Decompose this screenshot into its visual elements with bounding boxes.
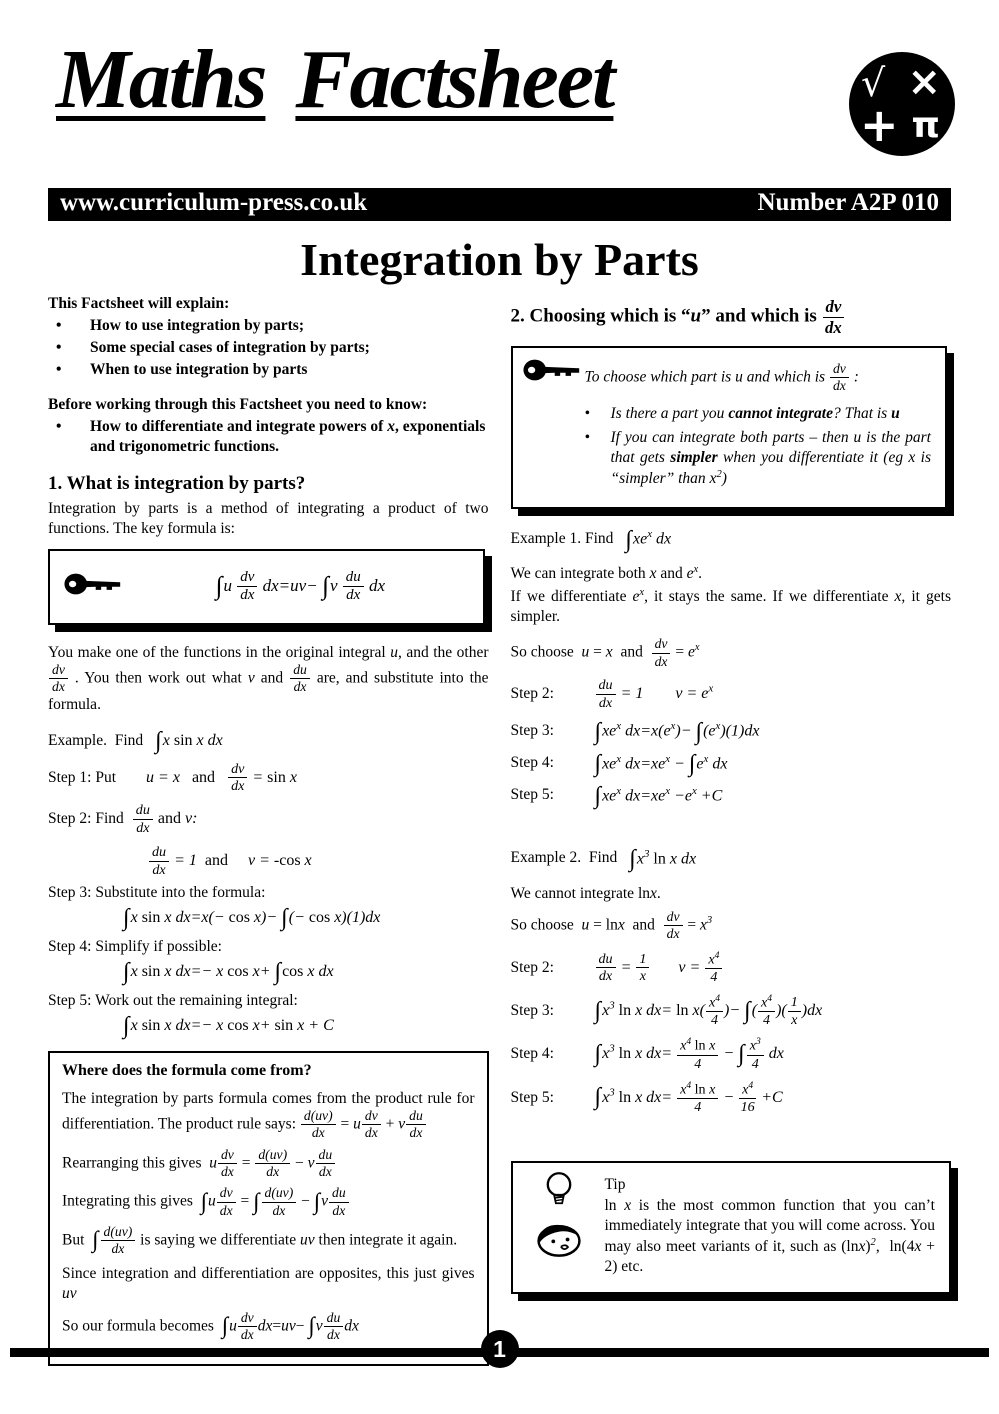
step-row (511, 951, 952, 985)
step-row (511, 678, 952, 711)
know-bullet-1: How to differentiate and integrate powers of x, exponentials and trigonometric functions. (90, 417, 486, 455)
ex1-step-2-label: Step 2: (510, 685, 554, 703)
bullet-icon: • (56, 339, 62, 357)
example-2-note: We cannot integrate lnx. (510, 884, 661, 902)
example-2-integral: $\int x^3$ ln x dx (629, 846, 697, 873)
page-title: Integration by Parts (300, 234, 699, 285)
example-title (48, 727, 489, 754)
bullet-icon: • (56, 361, 62, 379)
step-4-label: Step 4: Simplify if possible: (48, 938, 222, 956)
factsheet-number: Number A2P 010 (757, 189, 939, 216)
section-1-intro: Integration by parts is a method of integrating a product of two functions. The key formula is: (48, 499, 489, 537)
ex2-step-5-label: Step 5: (510, 1088, 554, 1106)
ex2-step-4-label: Step 4: (510, 1045, 554, 1063)
step-row (511, 784, 952, 807)
ex1-step-5-label: Step 5: (510, 786, 554, 804)
bullet-icon: • (584, 428, 590, 446)
choosing-u-intro: To choose which part is u and which is $\frac{dv}{dx}$ : (584, 361, 859, 394)
choosing-u-key-box (511, 346, 948, 509)
step-1-label: Step 1: Put (48, 768, 117, 786)
origin-paragraph-4: But ∫ $\frac{d(uv)}{dx}$ is saying we differentiate uv then integrate it again. (62, 1223, 458, 1257)
know-heading: Before working through this Factsheet you need to know: (48, 395, 428, 413)
step-3-label: Step 3: Substitute into the formula: (48, 884, 266, 902)
right-column (511, 294, 952, 1294)
masthead-word-factsheet: Factsheet (295, 33, 614, 126)
website-url: www.curriculum-press.co.uk (60, 189, 368, 216)
origin-paragraph-5: Since integration and differentiation are opposites, this just gives uv (62, 1264, 475, 1302)
example-2-label: Example 2. Find (510, 849, 618, 867)
sqrt-symbol: √ (861, 61, 886, 105)
times-symbol: × (907, 59, 941, 105)
ex2-step-5-formula: $\int x^3$ ln x dx= $\frac{x^4 \ln x}{4}$ − $\frac{x^4}{16}$ +C (594, 1079, 783, 1115)
tip-icons (525, 1171, 593, 1264)
face-icon (536, 1245, 582, 1262)
tip-box (511, 1161, 952, 1294)
list-item (56, 417, 489, 457)
example-label: Example. Find (48, 732, 144, 750)
formula-origin-box (48, 1051, 489, 1365)
example-1-choose: So choose u = x and $\frac{dv}{dx}$ = $e^x$ (510, 636, 700, 669)
example-2-choose: So choose u = lnx and $\frac{dv}{dx}$ = $x^3$ (510, 909, 713, 942)
list-item (56, 316, 489, 336)
list-item (56, 338, 489, 358)
explain-bullet-3: When to use integration by parts (90, 361, 308, 379)
ex2-step-2-formula: $\frac{du}{dx}$ = $\frac{1}{x}$ v = $\frac{x^4}{4}$ (595, 951, 724, 985)
example-1-label: Example 1. Find (510, 529, 614, 547)
tip-body: ln x is the most common function that you can’t immediately integrate that you will come across. You may also meet variants of it, such as $(\ln x)^2$, ln(4x + 2) etc. (604, 1196, 935, 1276)
step-1-row (48, 762, 489, 795)
key-icon (60, 572, 128, 602)
ex2-step-4-formula: $\int x^3$ ln x dx= $\frac{x^4 \ln x}{4}$ − ∫ $\frac{x^3}{4}$ dx (594, 1036, 784, 1072)
list-item (56, 360, 489, 380)
page-number-badge: 1 (481, 1330, 519, 1368)
step-row (511, 1081, 952, 1115)
example-1-note-1: We can integrate both x and $e^x$. (510, 563, 703, 582)
step-2-result: $\frac{du}{dx}$ = 1 and v = -cos x (148, 845, 489, 878)
bullet-icon: • (56, 317, 62, 335)
list-item (585, 428, 932, 490)
example-1-integral: $\int xe^x$ dx (625, 526, 672, 553)
origin-paragraph-1: The integration by parts formula comes from the product rule for differentiation. The product rule says: $\frac{d(uv)}{dx}$ = u $\frac{dv}{dx}$ + v $\frac{du}{dx}$ (62, 1089, 475, 1141)
plus-symbol: + (860, 98, 899, 152)
step-1-formula: u = x and $\frac{dv}{dx}$ = sin x (146, 760, 297, 795)
step-4-formula: ∫x sin x dx=− x cos x+ ∫cos x dx (123, 959, 334, 986)
masthead-title (56, 33, 614, 126)
section-1-heading: 1. What is integration by parts? (48, 472, 306, 494)
bullet-icon: • (584, 404, 590, 422)
masthead-word-maths: Maths (56, 33, 266, 126)
after-formula-paragraph: You make one of the functions in the original integral u, and the other $\frac{dv}{dx}$ . You then work out what v and $\frac{du}{dx}$ are, and substitute into the formula. (48, 643, 489, 713)
example-2-title (510, 846, 952, 873)
ex2-step-3-formula: $\int x^3$ ln x dx= ln x( $\frac{x^4}{4}$ )− ∫( $\frac{x^4}{4}$ )( $\frac{1}{x}$ )dx (594, 993, 823, 1029)
choosing-u-bullet-1: Is there a part you cannot integrate? That is u (610, 404, 900, 422)
bullet-icon: • (56, 417, 62, 435)
origin-paragraph-2: Rearranging this gives u $\frac{dv}{dx}$ = $\frac{d(uv)}{dx}$ − v $\frac{du}{dx}$ (62, 1148, 475, 1180)
maths-symbols-logo-icon (849, 52, 955, 156)
ex1-step-4-label: Step 4: (510, 754, 554, 772)
example-1-title (510, 526, 952, 553)
ex1-step-2-formula: $\frac{du}{dx}$ = 1 $v = e^x$ (595, 678, 714, 711)
masthead (0, 0, 999, 176)
step-2-label: Step 2: Find (48, 810, 124, 828)
list-item (585, 404, 932, 424)
ex2-step-2-label: Step 2: (510, 958, 554, 976)
ex1-step-5-formula: $\int xe^x$ $dx=xe^x -e^x +C$ (594, 782, 723, 809)
explain-bullet-1: How to use integration by parts; (90, 317, 304, 335)
step-3-formula: ∫x sin x dx=x(− cos x)− ∫(− cos x)(1)dx (123, 905, 381, 932)
step-row (510, 718, 952, 745)
example-1-note-2: If we differentiate $e^x$, it stays the same. If we differentiate x, it gets simpler. (510, 586, 951, 626)
integration-by-parts-formula: ∫u $\frac{dv}{dx}$ dx=uv− ∫v $\frac{du}{dx}$ dx (215, 568, 385, 604)
origin-paragraph-3: Integrating this gives ∫u $\frac{dv}{dx}$ = ∫ $\frac{d(uv)}{dx}$ − ∫v $\frac{du}{dx}$ (62, 1186, 475, 1218)
pi-symbol: π (911, 105, 940, 146)
ex1-step-4-formula: $\int xe^x$ $dx=xe^x - \int e^x$ dx (594, 750, 728, 777)
ex1-step-3-label: Step 3: (510, 721, 554, 739)
left-column (48, 294, 489, 1366)
ex2-step-3-label: Step 3: (510, 1002, 554, 1020)
key-formula-box (48, 549, 485, 625)
ex1-step-3-formula: $\int xe^x$ $dx=x(e^x)- \int(e^x)(1)dx$ (594, 718, 760, 745)
step-row (511, 994, 952, 1028)
step-2-formula: $\frac{du}{dx}$ and v: (132, 803, 198, 836)
step-row (511, 752, 952, 775)
step-5-label: Step 5: Work out the remaining integral: (48, 992, 298, 1010)
step-2-row (48, 803, 489, 836)
explain-bullet-2: Some special cases of integration by parts; (90, 339, 370, 357)
choosing-u-bullet-2: If you can integrate both parts – then u is the part that gets simpler when you differentiate it (eg x is “simpler” than $x^2$) (610, 428, 931, 488)
step-5-formula: ∫x sin x dx=− x cos x+ sin x + C (123, 1013, 334, 1040)
formula-origin-title: Where does the formula come from? (62, 1062, 312, 1080)
origin-paragraph-6: So our formula becomes ∫u $\frac{dv}{dx}$ dx=uv− ∫v $\frac{du}{dx}$ dx (62, 1309, 359, 1343)
lightbulb-icon (541, 1201, 577, 1218)
key-icon (523, 358, 581, 388)
info-bar (48, 188, 951, 221)
section-2-heading: 2. Choosing which is “u” and which is $\frac{dv}{dx}$ (511, 298, 952, 336)
content-columns (0, 294, 999, 1366)
explain-heading: This Factsheet will explain: (48, 295, 230, 312)
step-row (511, 1037, 952, 1071)
tip-title: Tip (604, 1175, 626, 1193)
example-integral: ∫x sin x dx (155, 727, 223, 754)
